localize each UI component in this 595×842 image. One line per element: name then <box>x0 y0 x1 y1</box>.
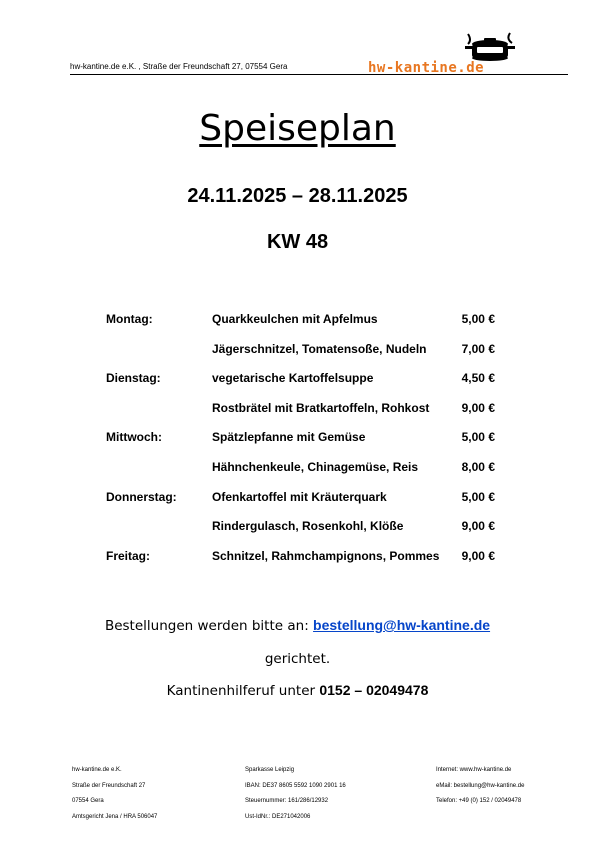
menu-price: 5,00 € <box>461 430 495 445</box>
menu-price: 9,00 € <box>461 519 495 534</box>
menu-price: 5,00 € <box>461 312 495 326</box>
menu-day: Mittwoch: <box>106 430 162 445</box>
order-prefix: Bestellungen werden bitte an: <box>104 618 309 634</box>
menu-day: Montag: <box>106 312 153 326</box>
menu-dish: Jägerschnitzel, Tomatensoße, Nudeln <box>212 341 427 356</box>
footer-line: Straße der Freundschaft 27 <box>72 782 146 789</box>
menu-price: 4,50 € <box>461 371 495 386</box>
menu-price: 5,00 € <box>461 489 495 504</box>
menu-row <box>106 342 506 372</box>
menu-day: Donnerstag: <box>106 489 177 504</box>
footer-line: Telefon: +49 (0) 152 / 02049478 <box>436 798 522 804</box>
menu-row <box>106 371 506 401</box>
page-title: Speiseplan <box>199 108 396 149</box>
phone-number: 0152 – 02049478 <box>319 682 429 698</box>
footer-line: hw-kantine.de e.K. <box>72 767 122 773</box>
menu-dish: Ofenkartoffel mit Kräuterquark <box>212 489 387 504</box>
menu-day: Dienstag: <box>106 371 161 386</box>
order-note <box>0 617 595 634</box>
date-range: 24.11.2025 – 28.11.2025 <box>187 185 408 207</box>
footer-company <box>72 763 157 825</box>
menu-dish: Rostbrätel mit Bratkartoffeln, Rohkost <box>212 400 430 415</box>
header-address: hw-kantine.de e.K. , Straße der Freundschaft 27, 07554 Gera <box>70 62 288 71</box>
menu-row <box>106 549 506 579</box>
footer-line: IBAN: DE37 8605 5592 1090 2901 16 <box>245 782 346 789</box>
calendar-week: KW 48 <box>266 231 329 253</box>
menu-table <box>106 312 506 578</box>
menu-day: Freitag: <box>106 548 151 563</box>
menu-price: 9,00 € <box>461 400 495 415</box>
menu-dish: Quarkkeulchen mit Apfelmus <box>212 312 378 326</box>
phone-note <box>0 682 595 699</box>
menu-price: 9,00 € <box>461 548 495 563</box>
footer-line: Amtsgericht Jena / HRA 506047 <box>72 813 158 820</box>
menu-dish: Spätzlepfanne mit Gemüse <box>212 430 366 445</box>
menu-row <box>106 430 506 460</box>
logo-text: hw-kantine.de <box>368 60 485 76</box>
menu-dish: Schnitzel, Rahmchampignons, Pommes <box>212 548 440 563</box>
menu-row <box>106 312 506 342</box>
order-suffix: gerichtet. <box>264 651 331 667</box>
logo <box>368 32 528 78</box>
footer-line: eMail: bestellung@hw-kantine.de <box>436 782 525 789</box>
menu-price: 7,00 € <box>461 341 495 356</box>
menu-row <box>106 519 506 549</box>
menu-dish: Hähnchenkeule, Chinagemüse, Reis <box>212 459 419 474</box>
footer-line: 07554 Gera <box>72 798 104 804</box>
footer-line: Sparkasse Leipzig <box>245 767 295 773</box>
footer-bank <box>245 763 346 825</box>
footer-contact <box>436 763 524 810</box>
menu-dish: Rindergulasch, Rosenkohl, Klöße <box>212 519 404 534</box>
cooking-pot-icon <box>460 32 520 62</box>
menu-dish: vegetarische Kartoffelsuppe <box>212 371 374 386</box>
footer-line: Steuernummer: 161/286/12932 <box>245 798 329 804</box>
menu-row <box>106 401 506 431</box>
footer-line: Internet: www.hw-kantine.de <box>436 767 512 773</box>
phone-prefix: Kantinenhilferuf unter <box>166 683 316 699</box>
menu-price: 8,00 € <box>461 459 495 474</box>
footer-line: Ust-IdNr.: DE271042006 <box>245 813 311 820</box>
menu-row <box>106 490 506 520</box>
menu-row <box>106 460 506 490</box>
order-email-link[interactable]: bestellung@hw-kantine.de <box>313 617 491 633</box>
